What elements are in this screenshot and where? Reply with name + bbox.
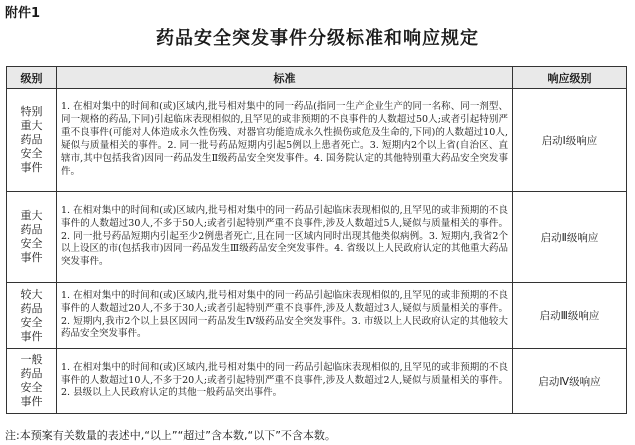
table-row	[7, 192, 627, 283]
table-header-row	[7, 67, 627, 89]
response-cell: 启动Ⅳ级响应	[513, 349, 627, 414]
response-cell: 启动Ⅰ级响应	[513, 89, 627, 192]
standard-cell: 1. 在相对集中的时间和(或)区域内,批号相对集中的同一药品引起临床表现相似的,且罕见的或非预期的不良事件的人数超过30人,不多于50人;或者引起特别严重不良事件,涉及人数超过5人,疑似与质量相关的事件。2. 同一批号药品短期内引起至少2例患者死亡,且在同一区域内同时出现其他类似病例。3. 短期内,我省2个以上设区的市(包括我市)因同一药品发生Ⅲ级药品安全突发事件。4. 省级以上人民政府认定的其他重大药品突发事件。	[57, 192, 513, 283]
table-row	[7, 349, 627, 414]
document-title: 药品安全突发事件分级标准和响应规定	[156, 28, 479, 49]
level-cell	[7, 283, 57, 349]
header-standard: 标准	[57, 67, 513, 89]
standard-cell: 1. 在相对集中的时间和(或)区域内,批号相对集中的同一药品(指同一生产企业生产的同一名称、同一剂型、同一规格的药品,下同)引起临床表现相似的,且罕见的或非预期的不良事件的人数超过50人;或者引起特别严重不良事件(可能对人体造成永久性伤残、对器官功能造成永久性损伤或危及生命的,下同)的人数超过10人,疑似与质量相关的事件。2. 同一批号药品短期内引起5例以上患者死亡。3. 短期内2个以上省(自治区、直辖市,其中包括我省)因同一药品发生Ⅱ级药品安全突发事件。4. 国务院认定的其他特别重大药品安全突发事件。	[57, 89, 513, 192]
header-response: 响应级别	[513, 67, 627, 89]
level-text: 重大药品安全事件	[20, 209, 43, 264]
standard-cell: 1. 在相对集中的时间和(或)区域内,批号相对集中的同一药品引起临床表现相似的,且罕见的或非预期的不良事件的人数超过20人,不多于30人;或者引起特别严重不良事件,涉及人数超过3人,疑似与质量相关的事件。2. 短期内,我市2个以上县区因同一药品发生Ⅳ级药品安全突发事件。3. 市级以上人民政府认定的其他较大药品安全突发事件。	[57, 283, 513, 349]
level-text: 较大药品安全事件	[20, 287, 43, 343]
grading-table	[6, 66, 627, 414]
level-cell	[7, 349, 57, 414]
level-text: 特别重大药品安全事件	[20, 105, 43, 174]
level-cell	[7, 89, 57, 192]
response-cell: 启动Ⅱ级响应	[513, 192, 627, 283]
standard-cell: 1. 在相对集中的时间和(或)区域内,批号相对集中的同一药品引起临床表现相似的,且罕见的或非预期的不良事件的人数超过10人,不多于20人;或者引起特别严重不良事件,涉及人数超过2人,疑似与质量相关的事件。2. 县级以上人民政府认定的其他一般药品突出事件。	[57, 349, 513, 414]
level-text: 一般药品安全事件	[20, 353, 43, 408]
level-cell	[7, 192, 57, 283]
attachment-label: 附件1	[5, 6, 41, 21]
footnote: 注:本预案有关数量的表述中,“以上”“超过”含本数,“以下”不含本数。	[5, 429, 336, 442]
table-row	[7, 283, 627, 349]
response-cell: 启动Ⅲ级响应	[513, 283, 627, 349]
header-level: 级别	[7, 67, 57, 89]
table-row	[7, 89, 627, 192]
